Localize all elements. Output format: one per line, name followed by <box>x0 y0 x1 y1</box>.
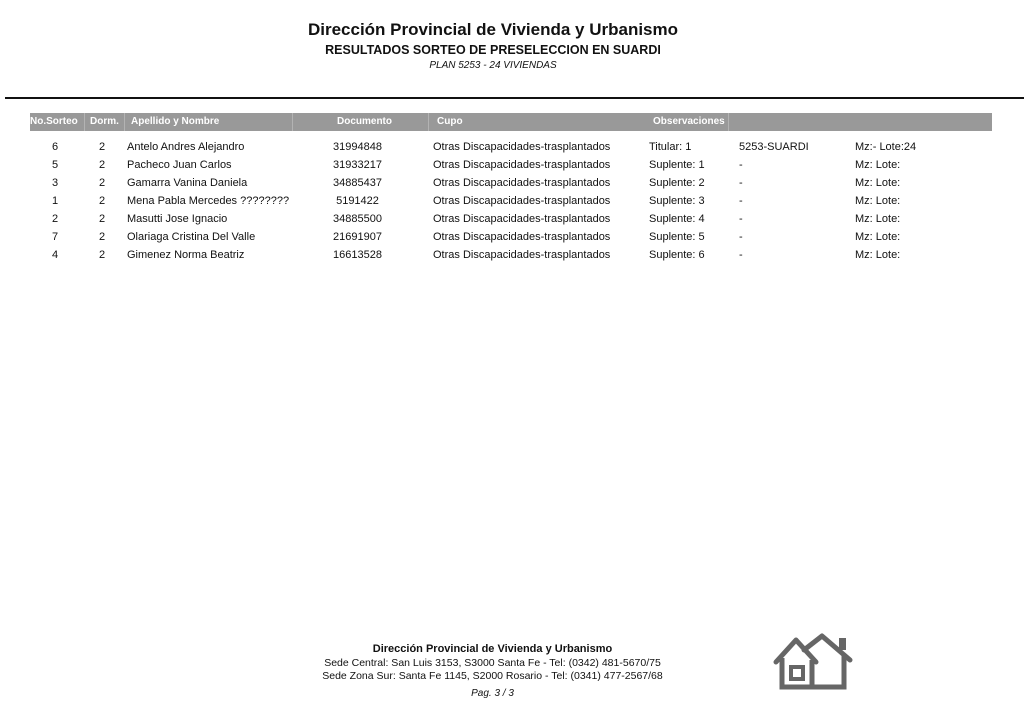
cell-nombre: Olariaga Cristina Del Valle <box>127 231 256 243</box>
cell-obs3: Mz: Lote: <box>855 177 901 189</box>
plan-label: PLAN 5253 - 24 VIVIENDAS <box>429 60 557 71</box>
cell-dorm: 2 <box>98 249 106 261</box>
cell-sorteo: 2 <box>51 213 59 225</box>
cell-sorteo: 3 <box>51 177 59 189</box>
cell-obs1: Suplente: 3 <box>649 195 705 207</box>
col-header-observaciones: Observaciones <box>653 116 725 127</box>
cell-dorm: 2 <box>98 195 106 207</box>
cell-sorteo: 6 <box>51 141 59 153</box>
cell-obs3: Mz: Lote: <box>855 159 901 171</box>
cell-cupo: Otras Discapacidades-trasplantados <box>433 141 611 153</box>
cell-cupo: Otras Discapacidades-trasplantados <box>433 195 611 207</box>
cell-obs1: Suplente: 5 <box>649 231 705 243</box>
cell-sorteo: 4 <box>51 249 59 261</box>
page-number: Pag. 3 / 3 <box>471 688 514 699</box>
col-header-nombre: Apellido y Nombre <box>131 116 220 127</box>
cell-obs1: Suplente: 4 <box>649 213 705 225</box>
col-divider <box>728 113 729 131</box>
cell-dorm: 2 <box>98 213 106 225</box>
table-row <box>30 192 992 210</box>
cell-dorm: 2 <box>98 141 106 153</box>
cell-obs3: Mz: Lote: <box>855 231 901 243</box>
cell-dorm: 2 <box>98 231 106 243</box>
cell-documento: 34885500 <box>333 213 382 225</box>
cell-nombre: Pacheco Juan Carlos <box>127 159 232 171</box>
cell-nombre: Gamarra Vanina Daniela <box>127 177 248 189</box>
page-subtitle: RESULTADOS SORTEO DE PRESELECCION EN SUARDI <box>325 43 661 57</box>
cell-obs1: Suplente: 2 <box>649 177 705 189</box>
cell-documento: 31994848 <box>333 141 382 153</box>
cell-obs2: - <box>739 177 743 189</box>
col-header-documento: Documento <box>337 116 392 127</box>
footer-title: Dirección Provincial de Vivienda y Urbanismo <box>372 643 613 655</box>
cell-dorm: 2 <box>98 159 106 171</box>
cell-nombre: Gimenez Norma Beatriz <box>127 249 245 261</box>
table-header <box>30 113 992 131</box>
col-header-dorm: Dorm. <box>90 116 119 127</box>
cell-obs2: - <box>739 195 743 207</box>
cell-nombre: Mena Pabla Mercedes ???????? <box>127 195 290 207</box>
house-icon <box>772 632 854 692</box>
table-row <box>30 138 992 156</box>
cell-sorteo: 1 <box>51 195 59 207</box>
table-row <box>30 210 992 228</box>
cell-documento: 31933217 <box>333 159 382 171</box>
cell-obs1: Titular: 1 <box>649 141 692 153</box>
cell-cupo: Otras Discapacidades-trasplantados <box>433 231 611 243</box>
cell-documento: 21691907 <box>333 231 382 243</box>
table-row <box>30 246 992 264</box>
footer-address-south: Sede Zona Sur: Santa Fe 1145, S2000 Rosario - Tel: (0341) 477-2567/68 <box>322 670 663 682</box>
table-row <box>30 228 992 246</box>
cell-nombre: Antelo Andres Alejandro <box>127 141 245 153</box>
cell-cupo: Otras Discapacidades-trasplantados <box>433 159 611 171</box>
cell-dorm: 2 <box>98 177 106 189</box>
cell-obs3: Mz: Lote: <box>855 249 901 261</box>
cell-obs2: - <box>739 213 743 225</box>
cell-documento: 5191422 <box>336 195 379 207</box>
cell-nombre: Masutti Jose Ignacio <box>127 213 228 225</box>
col-header-cupo: Cupo <box>437 116 463 127</box>
cell-obs1: Suplente: 6 <box>649 249 705 261</box>
cell-documento: 16613528 <box>333 249 382 261</box>
cell-obs2: 5253-SUARDI <box>739 141 809 153</box>
cell-cupo: Otras Discapacidades-trasplantados <box>433 177 611 189</box>
table-row <box>30 156 992 174</box>
cell-sorteo: 7 <box>51 231 59 243</box>
col-divider <box>428 113 429 131</box>
cell-sorteo: 5 <box>51 159 59 171</box>
col-divider <box>124 113 125 131</box>
cell-cupo: Otras Discapacidades-trasplantados <box>433 249 611 261</box>
col-divider <box>84 113 85 131</box>
footer-address-central: Sede Central: San Luis 3153, S3000 Santa Fe - Tel: (0342) 481-5670/75 <box>324 657 661 669</box>
col-header-sorteo: No.Sorteo <box>30 116 78 127</box>
cell-obs3: Mz: Lote: <box>855 195 901 207</box>
cell-obs2: - <box>739 231 743 243</box>
header-divider <box>5 97 1024 99</box>
page-title: Dirección Provincial de Vivienda y Urbanismo <box>307 20 679 39</box>
cell-obs2: - <box>739 249 743 261</box>
cell-cupo: Otras Discapacidades-trasplantados <box>433 213 611 225</box>
cell-obs3: Mz: Lote: <box>855 213 901 225</box>
cell-obs3: Mz:- Lote:24 <box>855 141 917 153</box>
cell-obs2: - <box>739 159 743 171</box>
table-row <box>30 174 992 192</box>
cell-documento: 34885437 <box>333 177 382 189</box>
cell-obs1: Suplente: 1 <box>649 159 705 171</box>
col-divider <box>292 113 293 131</box>
